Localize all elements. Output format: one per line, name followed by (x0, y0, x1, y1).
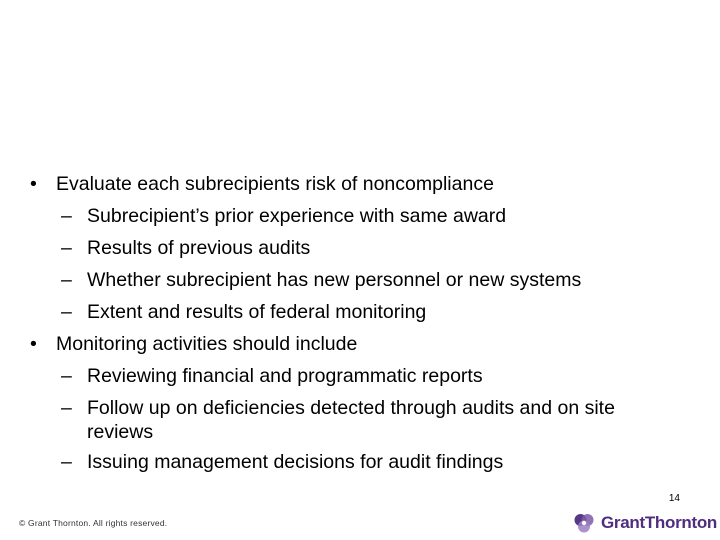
sub-bullet-item (30, 364, 700, 388)
bullet-marker: • (30, 173, 37, 195)
sub-bullet-text: Whether subrecipient has new personnel or new systems (87, 269, 582, 291)
sub-bullet-text: Results of previous audits (87, 237, 311, 259)
sub-bullet-item (30, 450, 700, 474)
dash-marker: – (61, 301, 72, 323)
sub-bullet-text: Reviewing financial and programmatic reports (87, 365, 483, 387)
sub-bullet-item (30, 204, 700, 228)
sub-bullet-item (30, 236, 700, 260)
dash-marker: – (61, 237, 72, 259)
sub-bullet-item (30, 396, 700, 444)
bullet-text: Monitoring activities should include (56, 333, 358, 355)
brand-logo (572, 510, 717, 536)
bullet-text: Evaluate each subrecipients risk of noncompliance (56, 173, 494, 195)
bullet-marker: • (30, 333, 37, 355)
dash-marker: – (61, 397, 72, 419)
sub-bullet-text: Follow up on deficiencies detected through audits and on site reviews (87, 397, 615, 443)
dash-marker: – (61, 269, 72, 291)
grant-thornton-logo-icon (572, 511, 596, 535)
sub-bullet-item (30, 300, 700, 324)
dash-marker: – (61, 205, 72, 227)
bullet-item (30, 332, 700, 356)
footer-copyright: © Grant Thornton. All rights reserved. (19, 518, 168, 528)
bullet-list (30, 172, 700, 482)
sub-bullet-item (30, 268, 700, 292)
sub-bullet-text: Subrecipient’s prior experience with same award (87, 205, 507, 227)
sub-bullet-text: Issuing management decisions for audit findings (87, 451, 504, 473)
sub-bullet-text: Extent and results of federal monitoring (87, 301, 427, 323)
dash-marker: – (61, 451, 72, 473)
logo-wordmark: GrantThornton (601, 513, 718, 532)
dash-marker: – (61, 365, 72, 387)
page-number: 14 (668, 493, 680, 504)
bullet-item (30, 172, 700, 196)
